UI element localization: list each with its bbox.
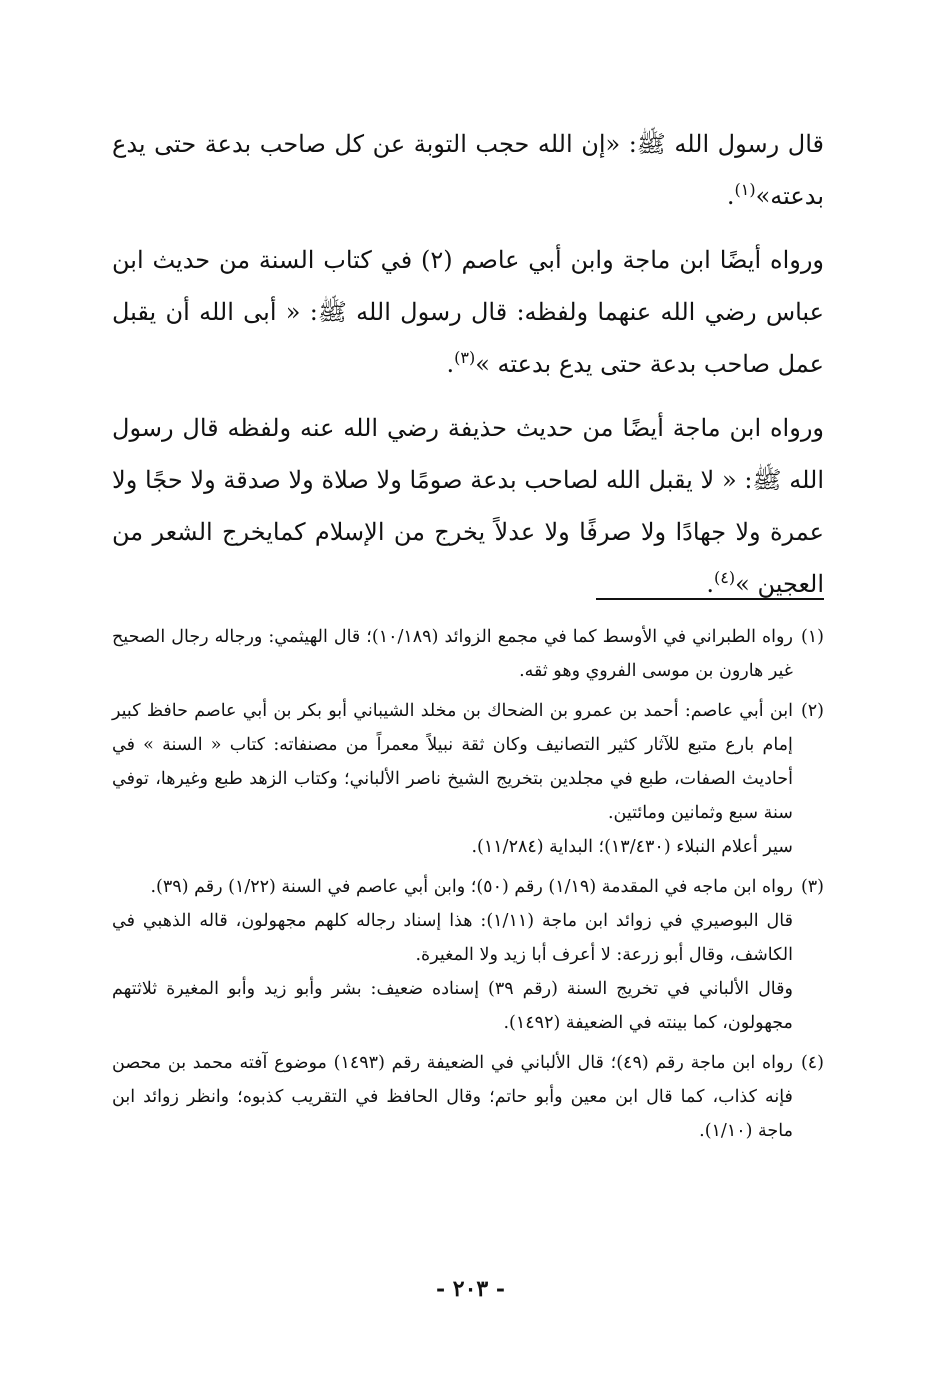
- footnote-line: وقال الألباني في تخريج السنة (رقم ٣٩) إسناده ضعيف: بشر وأبو زيد وأبو المغيرة ثلاثتهم مجهولون، كما بينته في الضعيفة (١٤٩٢).: [112, 979, 793, 1033]
- footnote-body: [112, 694, 793, 864]
- footnote: [112, 1046, 824, 1148]
- paragraph-text: ورواه أيضًا ابن ماجة وابن أبي عاصم (٢) في كتاب السنة من حديث ابن عباس رضي الله عنهما ولفظه: قال رسول الله ﷺ: « أبى الله أن يقبل عمل صاحب بدعة حتى يدع بدعته »: [112, 246, 825, 378]
- paragraph-tail: .: [706, 570, 715, 598]
- paragraph-text: ورواه ابن ماجة أيضًا من حديث حذيفة رضي الله عنه ولفظه قال رسول الله ﷺ: « لا يقبل الله لصاحب بدعة صومًا ولا صلاة ولا صدقة ولا حجًا ولا عمرة ولا جهادًا ولا صرفًا ولا عدلاً يخرج من الإسلام كمايخرج الشعر من العجين »: [112, 414, 824, 598]
- footnote: [112, 870, 824, 1040]
- footnote-body: [112, 870, 793, 1040]
- footnote-ref: (٤): [714, 568, 736, 587]
- page-number: - ٢٠٣ -: [435, 1276, 506, 1302]
- footnote-line: سير أعلام النبلاء (١٣/٤٣٠)؛ البداية (١١/٢٨٤).: [471, 837, 793, 857]
- footnote-line: رواه الطبراني في الأوسط كما في مجمع الزوائد (١٠/١٨٩)؛ قال الهيثمي: ورجاله رجال الصحيح غير هارون بن موسى الفروي وهو ثقه.: [112, 627, 793, 681]
- footnote-number: (٢): [800, 701, 824, 721]
- footnote: [112, 620, 824, 688]
- footnote-number: (٤): [800, 1053, 824, 1073]
- footnote-number: (١): [800, 627, 824, 647]
- footnote-line: قال البوصيري في زوائد ابن ماجة (١/١١): هذا إسناد رجاله كلهم مجهولون، قاله الذهبي في الكاشف، وقال أبو زرعة: لا أعرف أبا زيد ولا المغيرة.: [112, 911, 793, 965]
- main-paragraph: [112, 234, 824, 390]
- footnote-line: رواه ابن ماجه في المقدمة (١/١٩) رقم (٥٠)؛ وابن أبي عاصم في السنة (١/٢٢) رقم (٣٩).: [150, 877, 793, 897]
- footnote-ref: (١): [734, 180, 756, 199]
- main-text: [112, 118, 824, 622]
- footnote: [112, 694, 824, 864]
- footnote-body: [112, 620, 793, 688]
- footnote-number: (٣): [800, 877, 824, 897]
- paragraph-tail: .: [446, 350, 455, 378]
- footnote-ref: (٣): [454, 348, 476, 367]
- footnote-separator: [596, 598, 824, 600]
- main-paragraph: [112, 402, 824, 610]
- main-paragraph: [112, 118, 824, 222]
- footnote-body: [112, 1046, 793, 1148]
- paragraph-text: قال رسول الله ﷺ: «إن الله حجب التوبة عن كل صاحب بدعة حتى يدع بدعته»: [112, 130, 824, 210]
- paragraph-tail: .: [726, 182, 735, 210]
- footnote-line: ابن أبي عاصم: أحمد بن عمرو بن الضحاك بن مخلد الشيباني أبو بكر بن أبي عاصم حافظ كبير إمام بارع متبع للآثار كثير التصانيف وكان ثقة نبيلاً معمراً من مصنفاته: كتاب « السنة » في أحاديث الصفات، طبع في مجلدين بتخريج الشيخ ناصر الألباني؛ وكتاب الزهد طبع وغيرها، توفي سنة سبع وثمانين ومائتين.: [112, 701, 793, 823]
- footnotes: [112, 620, 824, 1154]
- footnote-line: رواه ابن ماجة رقم (٤٩)؛ قال الألباني في الضعيفة رقم (١٤٩٣) موضوع آفته محمد بن محصن فإنه كذاب، كما قال ابن معين وأبو حاتم؛ وقال الحافظ في التقريب كذبوه؛ وانظر زوائد ابن ماجة (١/١٠).: [112, 1053, 793, 1141]
